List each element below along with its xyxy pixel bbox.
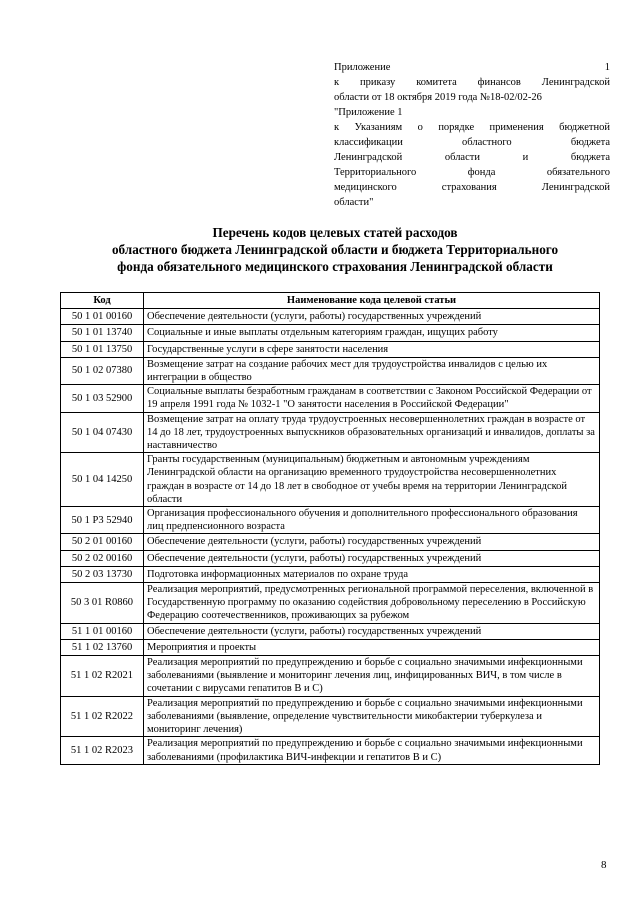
table-row: [61, 507, 600, 534]
table-row: [61, 566, 600, 582]
name-cell: Обеспечение деятельности (услуги, работы) государственных учреждений: [144, 534, 600, 550]
name-cell: Гранты государственным (муниципальным) бюджетным и автономным учреждениям Ленинградской области на организацию временного трудоустройства несовершеннолетних граждан в возрасте от 14 до 18 лет в свободное от учебы время на территории Ленинградской области: [144, 453, 600, 507]
table-row: [61, 309, 600, 325]
code-cell: 51 1 02 R2023: [61, 737, 144, 764]
header-line: "Приложение 1: [334, 107, 403, 118]
header-line: области от 18 октября 2019 года №18-02/02-26: [334, 92, 542, 103]
header-line: Ленинградской области и бюджета: [334, 152, 610, 163]
code-cell: 51 1 02 R2022: [61, 696, 144, 737]
name-cell: Обеспечение деятельности (услуги, работы) государственных учреждений: [144, 623, 600, 639]
name-cell: Социальные выплаты безработным гражданам в соответствии с Законом Российской Федерации от 19 апреля 1991 года № 1032-1 "О занятости населения в Российской Федерации": [144, 385, 600, 412]
table-row: [61, 639, 600, 655]
code-column-header: Код: [61, 293, 144, 309]
code-cell: 50 2 01 00160: [61, 534, 144, 550]
name-cell: Государственные услуги в сфере занятости населения: [144, 341, 600, 357]
name-column-header: Наименование кода целевой статьи: [144, 293, 600, 309]
title-line: областного бюджета Ленинградской области и бюджета Территориального: [111, 242, 559, 257]
header-line: к Указаниям о порядке применения бюджетной: [334, 122, 610, 133]
appendix-header: [334, 60, 610, 210]
table-row: [61, 325, 600, 341]
code-cell: 50 1 03 52900: [61, 385, 144, 412]
name-cell: Организация профессионального обучения и дополнительного профессионального образования лиц предпенсионного возраста: [144, 507, 600, 534]
code-cell: 51 1 02 R2021: [61, 656, 144, 697]
name-cell: Возмещение затрат на оплату труда трудоустроенных несовершеннолетних граждан в возрасте от 14 до 18 лет, трудоустроенных выпускников образовательных организаций и инвалидов, доплаты за наставничество: [144, 412, 600, 453]
header-line: Территориального фонда обязательного: [334, 167, 610, 178]
name-cell: Реализация мероприятий по предупреждению и борьбе с социально значимыми инфекционными заболеваниями (выявление, определение чувствительности микобактерии туберкулеза и мониторинг лечения): [144, 696, 600, 737]
table-row: [61, 453, 600, 507]
name-cell: Реализация мероприятий по предупреждению и борьбе с социально значимыми инфекционными заболеваниями (выявление и мониторинг лечения лиц, инфицированных ВИЧ, в том числе в сочетании с вирусами гепатитов В и С): [144, 656, 600, 697]
table-header-row: [61, 293, 600, 309]
name-cell: Обеспечение деятельности (услуги, работы) государственных учреждений: [144, 550, 600, 566]
name-cell: Социальные и иные выплаты отдельным категориям граждан, ищущих работу: [144, 325, 600, 341]
header-line: Приложение 1: [334, 62, 610, 73]
table-row: [61, 385, 600, 412]
name-cell: Мероприятия и проекты: [144, 639, 600, 655]
target-codes-table: [60, 292, 600, 765]
header-line: области": [334, 197, 374, 208]
table-row: [61, 357, 600, 384]
table-row: [61, 412, 600, 453]
table-row: [61, 656, 600, 697]
header-line: медицинского страхования Ленинградской: [334, 182, 610, 193]
name-cell: Реализация мероприятий, предусмотренных региональной программой переселения, включенной в Государственную программу по оказанию содействия добровольному переселению в Российскую Федерацию соотечественников, проживающих за рубежом: [144, 583, 600, 624]
code-cell: 50 1 02 07380: [61, 357, 144, 384]
page-number: 8: [601, 859, 607, 871]
name-cell: Обеспечение деятельности (услуги, работы) государственных учреждений: [144, 309, 600, 325]
table-row: [61, 623, 600, 639]
name-cell: Подготовка информационных материалов по охране труда: [144, 566, 600, 582]
code-cell: 51 1 01 00160: [61, 623, 144, 639]
code-cell: 50 1 P3 52940: [61, 507, 144, 534]
code-cell: 51 1 02 13760: [61, 639, 144, 655]
title-line: фонда обязательного медицинского страхования Ленинградской области: [117, 259, 553, 274]
code-cell: 50 1 01 00160: [61, 309, 144, 325]
code-cell: 50 1 04 07430: [61, 412, 144, 453]
table-row: [61, 550, 600, 566]
document-title: [40, 224, 630, 275]
header-line: классификации областного бюджета: [334, 137, 610, 148]
table-row: [61, 534, 600, 550]
name-cell: Возмещение затрат на создание рабочих мест для трудоустройства инвалидов с целью их интеграции в общество: [144, 357, 600, 384]
table-row: [61, 737, 600, 764]
table-row: [61, 341, 600, 357]
code-cell: 50 1 04 14250: [61, 453, 144, 507]
name-cell: Реализация мероприятий по предупреждению и борьбе с социально значимыми инфекционными заболеваниями (профилактика ВИЧ-инфекции и гепатитов В и С): [144, 737, 600, 764]
code-cell: 50 1 01 13750: [61, 341, 144, 357]
code-cell: 50 2 03 13730: [61, 566, 144, 582]
header-line: к приказу комитета финансов Ленинградской: [334, 77, 610, 88]
code-cell: 50 1 01 13740: [61, 325, 144, 341]
title-line: Перечень кодов целевых статей расходов: [212, 225, 458, 240]
table-row: [61, 696, 600, 737]
table-row: [61, 583, 600, 624]
code-cell: 50 2 02 00160: [61, 550, 144, 566]
code-cell: 50 3 01 R0860: [61, 583, 144, 624]
